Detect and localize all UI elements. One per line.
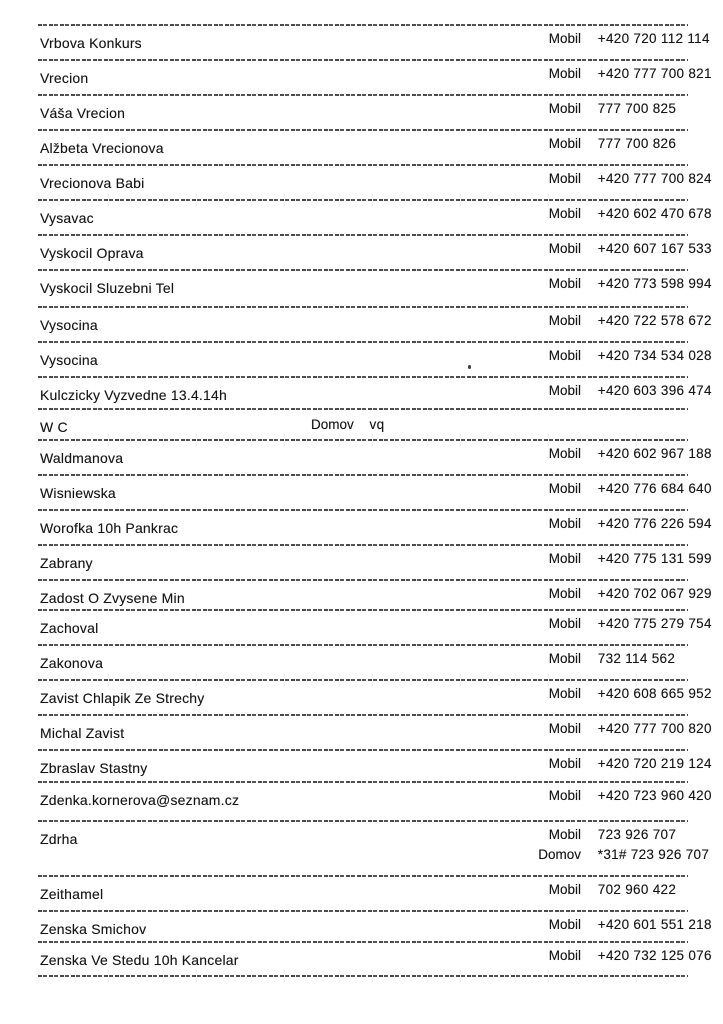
phone-type-label: Mobil [548,313,581,328]
phone-entry [531,481,712,501]
contact-name: Waldmanova [40,450,124,466]
phone-entries [531,348,712,368]
phone-number: +420 720 219 124 [597,756,712,771]
contact-row [38,376,712,408]
phone-entries [531,651,675,671]
phone-entries [531,616,712,636]
row-separator [38,781,688,783]
contact-row [38,341,712,376]
contact-name: Zenska Ve Stedu 10h Kancelar [40,952,239,968]
contact-row [38,910,712,941]
phone-type-label: Mobil [548,446,581,461]
phone-entry [531,827,709,847]
phone-entries [531,276,712,296]
phone-type-label: Domov [538,847,581,862]
phone-number: +420 601 551 218 [597,917,712,932]
phone-type-label: Mobil [548,948,581,963]
phone-type-label: Mobil [548,31,581,46]
contact-name: Kulczicky Vyzvedne 13.4.14h [40,387,227,403]
phone-number: +420 775 131 599 [597,551,712,566]
phone-entry [531,101,676,121]
phone-entries [531,481,712,501]
phone-type-label: Mobil [548,101,581,116]
contact-name: Zdrha [40,831,78,847]
phone-type-label: Mobil [548,827,581,842]
phone-number: +420 607 167 533 [597,241,712,256]
contact-name: Zdenka.kornerova@seznam.cz [40,792,240,808]
phone-entry [531,136,676,156]
phone-number: 702 960 422 [597,882,677,897]
row-separator [38,544,688,546]
phone-number: +420 603 396 474 [597,383,712,398]
row-separator [38,609,688,611]
phone-entry [531,882,676,902]
row-separator [38,875,688,877]
scan-artifact-dot [468,365,471,369]
phone-entry [531,383,712,403]
row-separator [38,164,688,166]
contact-name: Vyskocil Oprava [40,245,144,261]
phone-entry [531,847,709,867]
contact-row [38,509,712,544]
contact-row [38,544,712,579]
row-separator [38,341,688,343]
contact-name: Vrecion [40,70,89,86]
phone-number: +420 608 665 952 [597,686,712,701]
row-separator [38,509,688,511]
phone-type-label: Mobil [548,882,581,897]
contact-row [38,474,712,509]
phone-entry [531,551,712,571]
row-separator [38,474,688,476]
phone-entry [531,616,712,636]
row-separator [38,24,688,26]
phone-number: +420 734 534 028 [597,348,712,363]
phone-entries [531,313,712,333]
contact-name: Zeithamel [40,886,104,902]
phone-entry [531,171,712,191]
contact-row [38,94,688,129]
phone-entries [531,31,710,51]
row-separator [38,94,688,96]
phone-type-label: Mobil [548,206,581,221]
phone-number: +420 777 700 821 [597,66,712,81]
phone-type-label: Mobil [548,516,581,531]
contact-name: Vysocina [40,352,98,368]
contact-list [38,24,712,975]
row-separator [38,579,688,581]
contact-row [38,875,688,910]
phone-entries [531,446,712,466]
contact-row [38,59,712,94]
contact-name: Zabrany [40,555,93,571]
phone-type-label: Mobil [548,136,581,151]
phone-number: +420 776 226 594 [597,516,712,531]
contact-name: Vrbova Konkurs [40,35,142,51]
row-separator [38,820,688,822]
row-separator [38,408,688,410]
bottom-separator [38,975,688,977]
phone-type-label: Mobil [548,66,581,81]
contact-name: Zachoval [40,620,99,636]
phone-entry [531,756,712,776]
row-separator [38,376,688,378]
row-separator [38,439,688,441]
phone-type-label: Mobil [548,586,581,601]
phone-number: +420 777 700 824 [597,171,712,186]
phone-type-label: Domov [311,417,354,432]
phone-type-label: Mobil [548,686,581,701]
contact-name: Zbraslav Stastny [40,760,148,776]
phone-entry [311,417,384,437]
phone-entry [531,651,675,671]
contact-row [38,306,712,341]
phone-type-label: Mobil [548,276,581,291]
row-separator [38,679,688,681]
contact-row [38,408,688,439]
contact-row [38,644,688,679]
phone-entry [531,721,712,741]
row-separator [38,129,688,131]
phone-entries [311,417,384,437]
row-separator [38,749,688,751]
contact-name: Váša Vrecion [40,105,126,121]
phone-type-label: Mobil [548,383,581,398]
phone-entries [531,721,712,741]
contact-name: Vysocina [40,317,98,333]
contact-row [38,269,712,306]
phone-entries [531,171,712,191]
contact-row [38,679,712,714]
phone-type-label: Mobil [548,241,581,256]
row-separator [38,910,688,912]
phone-entries [531,917,712,937]
phone-type-label: Mobil [548,917,581,932]
contact-name: Vysavac [40,210,94,226]
row-separator [38,234,688,236]
phone-entries [531,827,709,867]
phone-entries [531,101,676,121]
contact-row [38,579,712,609]
contact-row [38,129,688,164]
row-separator [38,59,688,61]
phone-type-label: Mobil [548,551,581,566]
phone-number: +420 776 684 640 [597,481,712,496]
phone-type-label: Mobil [548,171,581,186]
phone-entries [531,551,712,571]
contact-row [38,781,712,820]
phone-entries [531,66,712,86]
phone-number: +420 773 598 994 [597,276,712,291]
phone-entry [531,686,712,706]
phone-entry [531,788,712,808]
phone-type-label: Mobil [548,616,581,631]
contact-name: Vrecionova Babi [40,175,145,191]
phone-type-label: Mobil [548,348,581,363]
phone-number: vq [369,417,385,432]
phone-entries [531,383,712,403]
phone-entry [531,516,712,536]
phone-type-label: Mobil [548,721,581,736]
contact-name: Wisniewska [40,485,116,501]
phone-number: +420 602 470 678 [597,206,712,221]
phone-entry [531,31,710,51]
phone-type-label: Mobil [548,481,581,496]
contact-name: Zadost O Zvysene Min [40,590,185,606]
phone-entries [531,516,712,536]
contact-name: W C [40,419,68,435]
row-separator [38,644,688,646]
contact-name: Michal Zavist [40,725,125,741]
phone-number: +420 722 578 672 [597,313,712,328]
phone-number: +420 775 279 754 [597,616,712,631]
phone-number: +420 777 700 820 [597,721,712,736]
phone-type-label: Mobil [548,756,581,771]
phone-entries [531,788,712,808]
phone-entries [531,756,712,776]
contact-name: Zavist Chlapik Ze Strechy [40,690,205,706]
phone-entry [531,206,712,226]
contact-name: Zenska Smichov [40,921,147,937]
phone-entries [531,586,712,606]
contact-row [38,234,712,269]
contact-name: Alžbeta Vrecionova [40,140,164,156]
phone-entry [531,66,712,86]
phone-entry [531,586,712,606]
phone-number: +420 720 112 114 [597,31,710,46]
phone-entry [531,241,712,261]
phone-number: +420 602 967 188 [597,446,712,461]
contact-list-page [38,24,712,977]
row-separator [38,199,688,201]
phone-number: *31# 723 926 707 [597,847,710,862]
phone-number: 732 114 562 [597,651,676,666]
row-separator [38,714,688,716]
contact-row [38,199,712,234]
phone-number: +420 702 067 929 [597,586,712,601]
contact-row [38,941,712,975]
phone-number: 777 700 826 [597,136,677,151]
contact-name: Worofka 10h Pankrac [40,520,179,536]
phone-entry [531,276,712,296]
phone-entry [531,948,712,968]
phone-entries [531,948,712,968]
phone-entries [531,136,676,156]
phone-type-label: Mobil [548,651,581,666]
row-separator [38,269,688,271]
phone-number: 777 700 825 [597,101,677,116]
contact-row [38,714,712,749]
contact-row [38,439,712,474]
contact-row [38,820,710,875]
phone-entry [531,446,712,466]
phone-entries [531,882,676,902]
contact-name: Vyskocil Sluzebni Tel [40,280,175,296]
phone-entry [531,917,712,937]
phone-type-label: Mobil [548,788,581,803]
phone-entry [531,313,712,333]
phone-entries [531,241,712,261]
phone-entries [531,206,712,226]
phone-entries [531,686,712,706]
phone-entry [531,348,712,368]
phone-number: 723 926 707 [597,827,677,842]
contact-row [38,749,712,781]
row-separator [38,306,688,308]
phone-number: +420 723 960 420 [597,788,712,803]
phone-number: +420 732 125 076 [597,948,712,963]
contact-name: Zakonova [40,655,104,671]
contact-row [38,164,712,199]
contact-row [38,609,712,644]
row-separator [38,941,688,943]
contact-row [38,24,710,59]
